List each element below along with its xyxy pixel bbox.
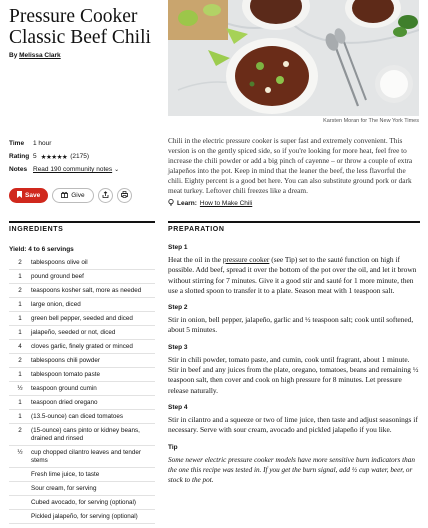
ingredient-item bbox=[9, 382, 155, 396]
rating-stars-icon[interactable]: ★★★★★ bbox=[40, 153, 68, 161]
ingredient-qty: ½ bbox=[17, 384, 23, 392]
author-link[interactable]: Melissa Clark bbox=[19, 52, 61, 59]
ingredient-qty bbox=[9, 471, 31, 479]
chili-photo-illustration bbox=[168, 0, 419, 116]
step-label: Step 3 bbox=[168, 343, 188, 351]
step-text: Stir in chili powder, tomato paste, and cumin, cook until fragrant, about 1 minute. Stir in beef and any juices from the plate, oregano, tomatoes, beans and remaining ½ teaspoon salt, then cover and cook on high pressure for 8 minutes. Let pressure release naturally. bbox=[168, 354, 419, 395]
ingredient-item bbox=[9, 424, 155, 446]
step-label: Step 2 bbox=[168, 304, 188, 312]
tip-text: Some newer electric pressure cooker models have more sensitive burn indicators than the one this recipe was tested in. If you get the burn signal, add ½ cup water, beer, or stock to the pot. bbox=[168, 455, 415, 484]
give-label: Give bbox=[71, 192, 85, 199]
ingredients-heading: INGREDIENTS bbox=[9, 226, 64, 233]
ingredient-qty: 1 bbox=[18, 370, 22, 378]
ingredient-qty: ½ bbox=[17, 448, 23, 456]
ingredients-rule bbox=[9, 221, 155, 223]
print-icon bbox=[121, 191, 128, 200]
pressure-cooker-link[interactable]: pressure cooker bbox=[222, 255, 270, 264]
recipe-meta bbox=[9, 137, 119, 176]
rating-label: Rating bbox=[9, 153, 30, 160]
recipe-intro: Chili in the electric pressure cooker is super fast and extremely convenient. This version is on the gently spiced side, so if you're looking for more heat, feel free to increase the chili powder or add a big pinch of cayenne – or throw a couple of extra jalapeños into the pot. Keep in mind that the leaner the beef, the less flavorful the chili. Eighty percent is a good bet here. You can also substitute ground pork or dark meat turkey. Leftover chili freezes like a dream. bbox=[168, 136, 413, 195]
step-1 bbox=[168, 244, 420, 296]
tip bbox=[168, 444, 420, 485]
ingredient-list bbox=[9, 256, 155, 524]
photo-credit: Karsten Moran for The New York Times bbox=[323, 118, 419, 124]
ingredient-text: pound ground beef bbox=[31, 272, 84, 280]
ingredient-item bbox=[9, 326, 155, 340]
ingredient-item bbox=[9, 496, 155, 510]
ingredient-text: cloves garlic, finely grated or minced bbox=[31, 342, 133, 350]
ingredient-item bbox=[9, 396, 155, 410]
ingredient-text: tablespoon tomato paste bbox=[31, 370, 100, 378]
ingredient-item bbox=[9, 410, 155, 424]
ingredient-qty: 1 bbox=[18, 412, 22, 420]
ingredient-qty: 1 bbox=[18, 328, 22, 336]
time-row bbox=[9, 137, 119, 150]
ingredient-text: large onion, diced bbox=[31, 300, 81, 308]
ingredient-text: green bell pepper, seeded and diced bbox=[31, 314, 133, 322]
rating-count: (2175) bbox=[70, 153, 90, 160]
step-text-part: (see Tip) set to the sauté function on high if possible. Add beef, spread it over the bottom of the pot over the oil, and let it brown without stirring for 7 minutes. Give it a good stir and sauté for 1 more minute, then use a slotted spoon to transfer it to a plate. Season meat with 1 teaspoon salt. bbox=[168, 255, 417, 295]
ingredient-text: Pickled jalapeño, for serving (optional) bbox=[31, 512, 138, 520]
ingredient-item bbox=[9, 340, 155, 354]
ingredient-text: teaspoon dried oregano bbox=[31, 398, 98, 406]
ingredient-item bbox=[9, 270, 155, 284]
ingredient-qty bbox=[9, 513, 31, 521]
rating-value: 5 bbox=[33, 153, 37, 160]
step-label: Step 4 bbox=[168, 403, 188, 411]
ingredient-item bbox=[9, 298, 155, 312]
step-4 bbox=[168, 404, 420, 436]
action-bar bbox=[9, 188, 132, 203]
lightbulb-icon bbox=[168, 199, 174, 208]
step-text: Stir in onion, bell pepper, jalapeño, garlic and ½ teaspoon salt; cook until softened, about 5 minutes. bbox=[168, 315, 414, 335]
ingredient-qty: 4 bbox=[18, 342, 22, 350]
recipe-header bbox=[0, 0, 428, 125]
ingredient-item bbox=[9, 468, 155, 482]
how-to-make-chili-link[interactable]: How to Make Chili bbox=[199, 200, 253, 207]
ingredient-qty: 2 bbox=[18, 356, 22, 364]
step-text bbox=[168, 255, 420, 296]
ingredient-item bbox=[9, 368, 155, 382]
step-3 bbox=[168, 344, 420, 396]
ingredient-item bbox=[9, 312, 155, 326]
preparation-heading: PREPARATION bbox=[168, 226, 225, 233]
byline-prefix: By bbox=[9, 52, 18, 59]
learn-label: Learn: bbox=[177, 200, 197, 207]
ingredient-qty: 1 bbox=[18, 300, 22, 308]
step-text-part: Heat the oil in the bbox=[168, 255, 223, 264]
print-button[interactable] bbox=[117, 188, 132, 203]
share-icon bbox=[102, 191, 109, 200]
notes-row bbox=[9, 163, 119, 176]
preparation-steps bbox=[168, 244, 420, 493]
rating-row bbox=[9, 150, 119, 163]
ingredient-item bbox=[9, 284, 155, 298]
gift-icon bbox=[61, 191, 68, 200]
step-text: Stir in cilantro and a squeeze or two of lime juice, then taste and adjust seasonings if necessary. Serve with sour cream, avocado and pickled jalapeño if you like. bbox=[168, 414, 418, 435]
ingredient-text: tablespoons chili powder bbox=[31, 356, 100, 364]
chevron-down-icon: ⌄ bbox=[114, 167, 120, 173]
ingredient-text: (13.5-ounce) can diced tomatoes bbox=[31, 412, 124, 420]
ingredient-text: teaspoons kosher salt, more as needed bbox=[31, 286, 142, 294]
recipe-photo bbox=[168, 0, 419, 116]
ingredient-text: Sour cream, for serving bbox=[31, 484, 97, 492]
save-label: Save bbox=[25, 192, 41, 199]
ingredient-text: (15-ounce) cans pinto or kidney beans, drained and rinsed bbox=[31, 426, 140, 442]
byline bbox=[9, 52, 61, 59]
share-button[interactable] bbox=[98, 188, 113, 203]
save-button[interactable] bbox=[9, 188, 48, 203]
ingredient-qty bbox=[9, 485, 31, 493]
bookmark-icon bbox=[17, 191, 22, 200]
ingredient-text: Cubed avocado, for serving (optional) bbox=[31, 498, 137, 506]
ingredient-qty: 1 bbox=[18, 314, 22, 322]
ingredient-text: tablespoons olive oil bbox=[31, 258, 88, 266]
yield: Yield: 4 to 6 servings bbox=[9, 246, 74, 253]
community-notes-link[interactable]: Read 190 community notes bbox=[33, 166, 113, 173]
ingredient-text: cup chopped cilantro leaves and tender stems bbox=[31, 448, 141, 464]
ingredient-text: Fresh lime juice, to taste bbox=[31, 470, 100, 478]
ingredient-qty: 2 bbox=[18, 426, 22, 434]
ingredient-text: jalapeño, seeded or not, diced bbox=[31, 328, 116, 336]
ingredient-qty: 1 bbox=[18, 272, 22, 280]
give-button[interactable] bbox=[52, 188, 93, 203]
ingredient-item bbox=[9, 510, 155, 524]
recipe-title: Pressure Cooker Classic Beef Chili bbox=[9, 6, 151, 48]
ingredient-item bbox=[9, 446, 155, 468]
time-label: Time bbox=[9, 140, 25, 147]
ingredient-qty: 2 bbox=[18, 258, 22, 266]
ingredient-qty: 2 bbox=[18, 286, 22, 294]
preparation-rule bbox=[168, 221, 420, 223]
tip-label: Tip bbox=[168, 443, 178, 451]
ingredient-item bbox=[9, 482, 155, 496]
ingredient-qty: 1 bbox=[18, 398, 22, 406]
learn-row bbox=[168, 199, 252, 208]
ingredient-qty bbox=[9, 499, 31, 507]
notes-label: Notes bbox=[9, 166, 28, 173]
step-2 bbox=[168, 304, 420, 336]
time-value: 1 hour bbox=[33, 140, 52, 147]
step-label: Step 1 bbox=[168, 244, 188, 251]
ingredient-item bbox=[9, 354, 155, 368]
ingredient-text: teaspoon ground cumin bbox=[31, 384, 97, 392]
ingredient-item bbox=[9, 256, 155, 270]
